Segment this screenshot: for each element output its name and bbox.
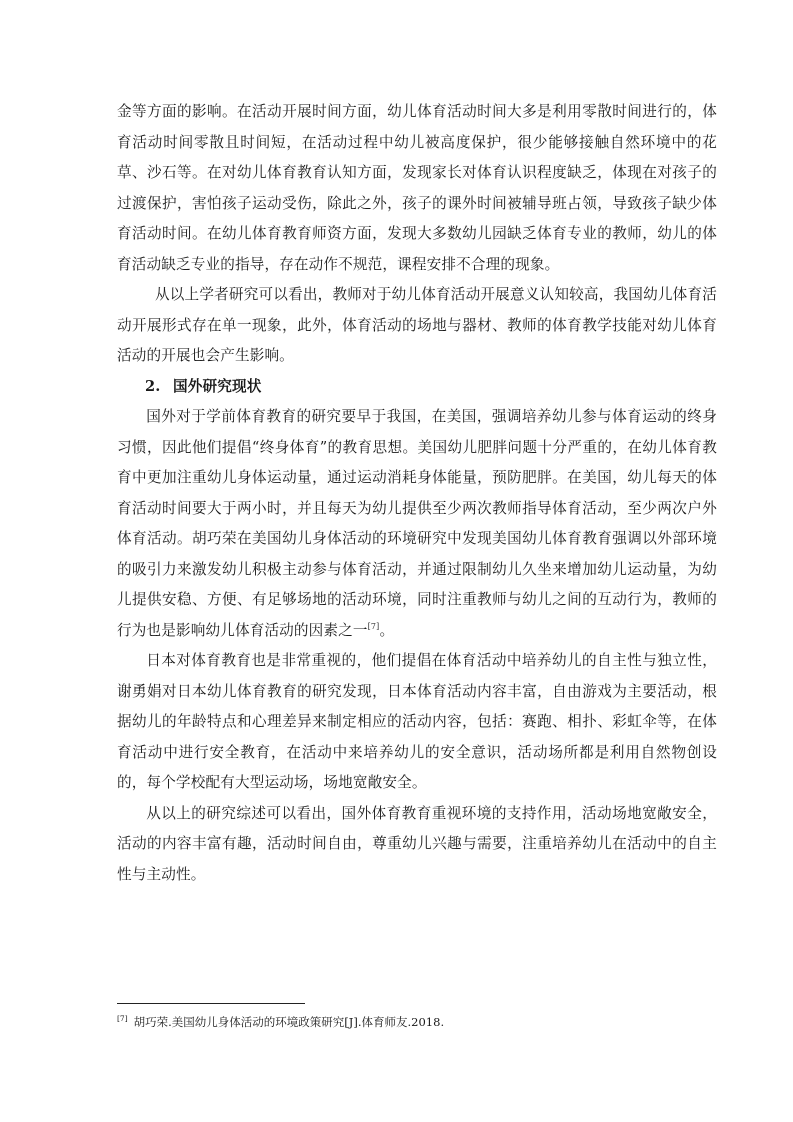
- footnote: [117, 1014, 717, 1030]
- footnote-text: 胡巧荣.美国幼儿身体活动的环境政策研究[J].体育师友.2018.: [133, 1015, 445, 1029]
- section-heading: [117, 372, 717, 403]
- paragraph-domestic-summary: 从以上学者研究可以看出，教师对于幼儿体育活动开展意义认知较高，我国幼儿体育活动开展形式存在单一现象，此外，体育活动的场地与器材、教师的体育教学技能对幼儿体育活动的开展也会产生影响。: [117, 286, 717, 364]
- paragraph-usa-end: 。: [379, 621, 395, 639]
- paragraph-japan: 日本对体育教育也是非常重视的，他们提倡在体育活动中培养幼儿的自主性与独立性，谢勇娟对日本幼儿体育教育的研究发现，日本体育活动内容丰富，自由游戏为主要活动，根据幼儿的年龄特点和心理差异来制定相应的活动内容，包括：赛跑、相扑、彩虹伞等，在体育活动中进行安全教育，在活动中来培养幼儿的安全意识，活动场所都是利用自然物创设的，每个学校配有大型运动场，场地宽敞安全。: [117, 652, 717, 791]
- citation-mark: [7]: [367, 621, 380, 631]
- body-text: [117, 97, 717, 890]
- section-number: 2.: [145, 377, 161, 395]
- section-title: 国外研究现状: [173, 377, 262, 395]
- footnote-separator: [117, 1003, 305, 1004]
- paragraph-continuation: 金等方面的影响。在活动开展时间方面，幼儿体育活动时间大多是利用零散时间进行的，体育活动时间零散且时间短，在活动过程中幼儿被高度保护，很少能够接触自然环境中的花草、沙石等。在对幼儿体育教育认知方面，发现家长对体育认识程度缺乏，体现在对孩子的过渡保护，害怕孩子运动受伤，除此之外，孩子的课外时间被辅导班占领，导致孩子缺少体育活动时间。在幼儿体育教育师资方面，发现大多数幼儿园缺乏体育专业的教师，幼儿的体育活动缺乏专业的指导，存在动作不规范，课程安排不合理的现象。: [117, 103, 717, 273]
- paragraph-usa-text: 国外对于学前体育教育的研究要早于我国，在美国，强调培养幼儿参与体育运动的终身习惯，因此他们提倡“终身体育”的教育思想。美国幼儿肥胖问题十分严重的，在幼儿体育教育中更加注重幼儿身体运动量，通过运动消耗身体能量，预防肥胖。在美国，幼儿每天的体育活动时间要大于两小时，并且每天为幼儿提供至少两次教师指导体育活动，至少两次户外体育活动。胡巧荣在美国幼儿身体活动的环境研究中发现美国幼儿体育教育强调以外部环境的吸引力来激发幼儿积极主动参与体育活动，并通过限制幼儿久坐来增加幼儿运动量，为幼儿提供安稳、方便、有足够场地的活动环境，同时注重教师与幼儿之间的互动行为，教师的行为也是影响幼儿体育活动的因素之一: [117, 408, 717, 639]
- paragraph-foreign-summary: 从以上的研究综述可以看出，国外体育教育重视环境的支持作用，活动场地宽敞安全，活动的内容丰富有趣，活动时间自由，尊重幼儿兴趣与需要，注重培养幼儿在活动中的自主性与主动性。: [117, 804, 717, 883]
- paragraph-usa: [117, 402, 717, 646]
- footnote-mark: [7]: [117, 1014, 128, 1024]
